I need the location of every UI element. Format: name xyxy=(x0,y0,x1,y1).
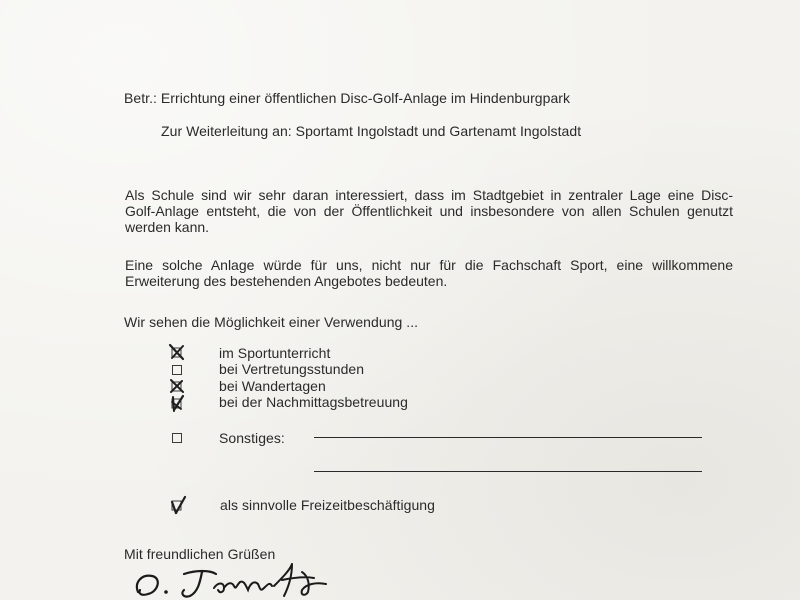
handwritten-check-mark-nachmittagsbetreuung xyxy=(168,393,186,413)
handwritten-check-mark-sportunterricht xyxy=(168,343,186,361)
paragraph-extension-line-1: Eine solche Anlage würde für uns, nicht nur für die Fachschaft Sport, eine willkommene xyxy=(125,257,733,273)
other-write-in-line-1[interactable] xyxy=(314,437,702,438)
paragraph-interest xyxy=(125,187,733,235)
forwarding-line: Zur Weiterleitung an: Sportamt Ingolstadt und Gartenamt Ingolstadt xyxy=(161,123,582,139)
other-label: Sonstiges: xyxy=(219,430,285,446)
option-label-vertretungsstunden: bei Vertretungsstunden xyxy=(219,361,365,377)
other-write-in-line-2[interactable] xyxy=(314,471,702,472)
checkbox-sonstiges[interactable] xyxy=(172,433,182,443)
paragraph-extension-line-2: Erweiterung des bestehenden Angebotes bedeuten. xyxy=(125,273,448,289)
paragraph-interest-line-2: Golf-Anlage entsteht, die von der Öffentlichkeit und insbesondere von allen Schulen genutzt xyxy=(125,203,733,219)
leisure-label: als sinnvolle Freizeitbeschäftigung xyxy=(220,497,435,513)
paragraph-interest-line-1: Als Schule sind wir sehr daran interessiert, dass im Stadtgebiet in zentraler Lage eine Disc- xyxy=(125,187,733,203)
handwritten-signature xyxy=(132,562,342,600)
option-label-nachmittagsbetreuung: bei der Nachmittagsbetreuung xyxy=(219,394,408,410)
option-label-sportunterricht: im Sportunterricht xyxy=(219,345,331,361)
subject-line: Betr.: Errichtung einer öffentlichen Disc-Golf-Anlage im Hindenburgpark xyxy=(124,90,571,106)
closing-greeting: Mit freundlichen Grüßen xyxy=(124,546,276,562)
paragraph-extension xyxy=(125,257,733,289)
options-intro: Wir sehen die Möglichkeit einer Verwendung ... xyxy=(124,314,419,330)
handwritten-check-mark-freizeit xyxy=(168,494,188,516)
paragraph-interest-line-3: werden kann. xyxy=(125,219,210,235)
option-label-wandertagen: bei Wandertagen xyxy=(219,378,326,394)
checkbox-vertretungsstunden[interactable] xyxy=(172,365,182,375)
